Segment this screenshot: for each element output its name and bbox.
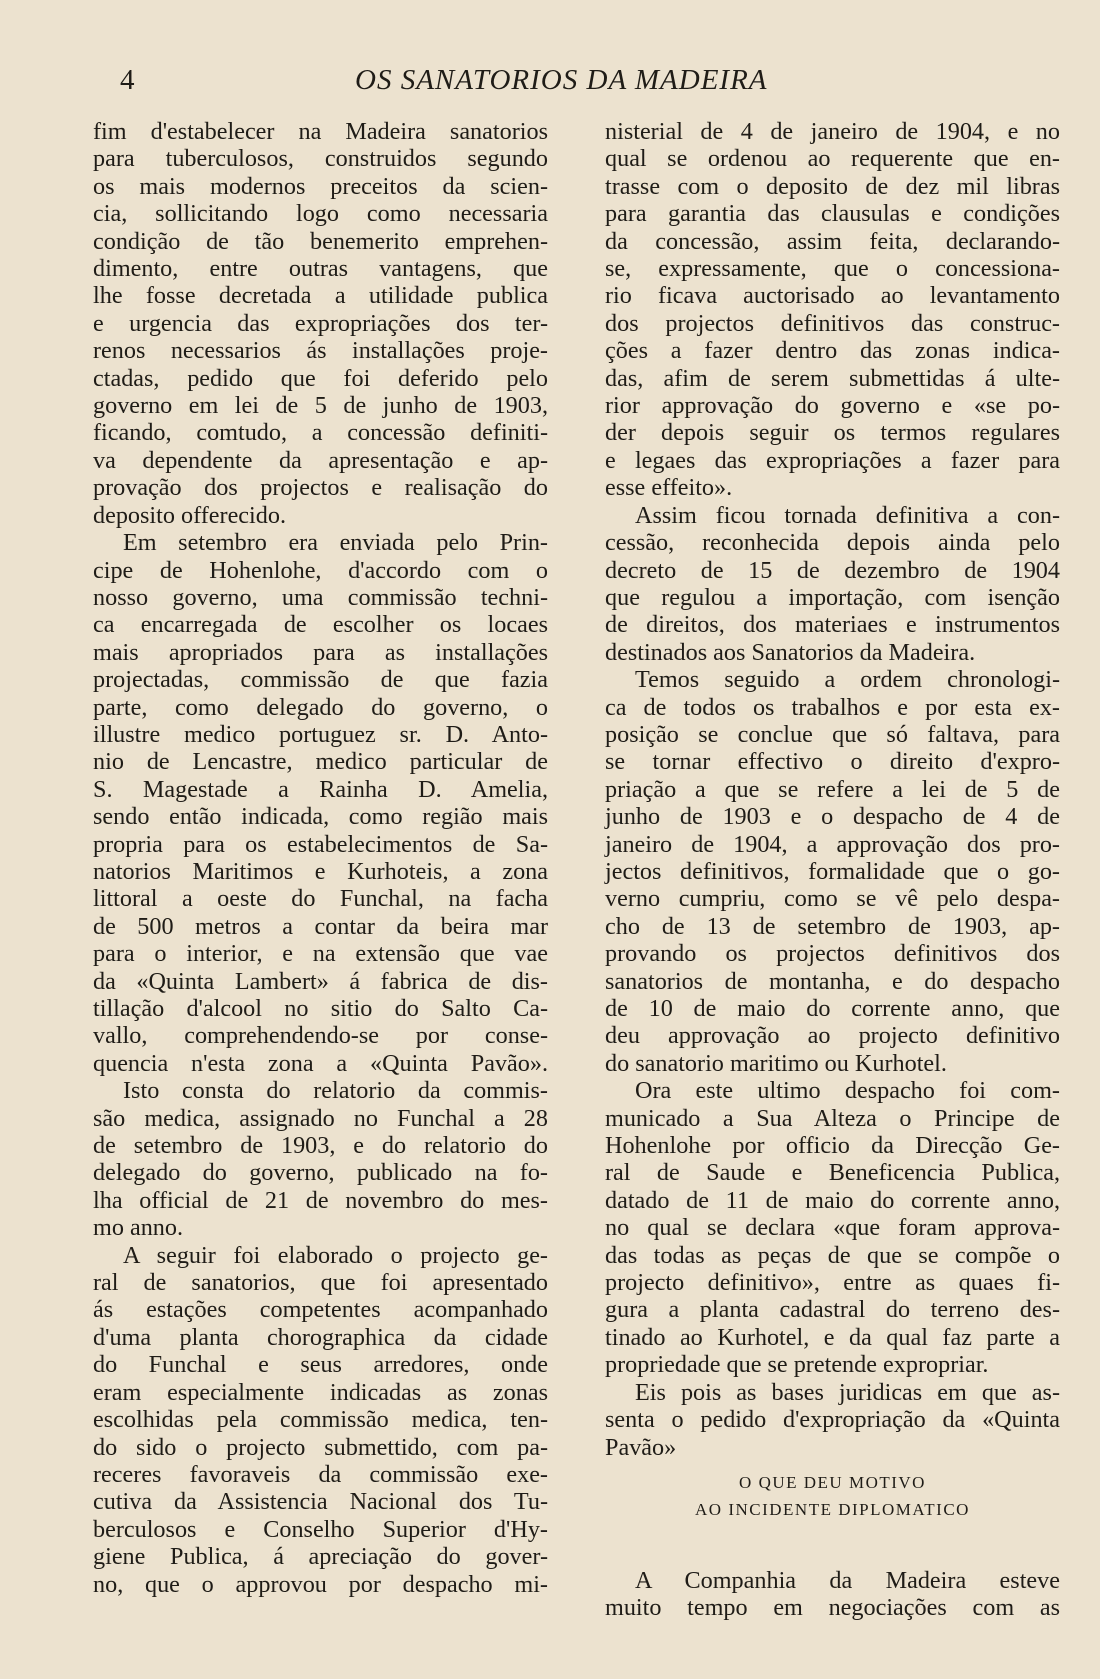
text-line: der depois seguir os termos regulares [605, 419, 1060, 447]
text-line: cho de 13 de setembro de 1903, ap- [605, 912, 1060, 940]
text-line: janeiro de 1904, a approvação dos pro- [605, 830, 1060, 858]
text-line: governo em lei de 5 de junho de 1903, [93, 392, 548, 420]
text-line: os mais modernos preceitos da scien- [93, 172, 548, 200]
text-line: fim d'estabelecer na Madeira sanatorios [93, 118, 548, 145]
text-line: jectos definitivos, formalidade que o go- [605, 857, 1060, 885]
text-line: natorios Maritimos e Kurhoteis, a zona [93, 857, 548, 885]
text-line: municado a Sua Alteza o Principe de [605, 1104, 1060, 1132]
text-line: mo anno. [93, 1214, 184, 1242]
text-line: posição se conclue que só faltava, para [605, 720, 1060, 748]
text-line: lhe fosse decretada a utilidade publica [93, 282, 548, 310]
text-line: de setembro de 1903, e do relatorio do [93, 1132, 548, 1160]
text-line: esse effeito». [605, 474, 733, 502]
text-line: ficando, comtudo, a concessão definiti- [93, 419, 548, 447]
text-line: deu approvação ao projecto definitivo [605, 1022, 1060, 1050]
text-line: provação dos projectos e realisação do [93, 474, 548, 502]
text-line: propriedade que se pretende expropriar. [605, 1351, 989, 1379]
text-line: destinados aos Sanatorios da Madeira. [605, 638, 976, 666]
text-line: qual se ordenou ao requerente que en- [605, 145, 1060, 173]
text-line: do sanatorio maritimo ou Kurhotel. [605, 1049, 947, 1077]
text-line: escolhidas pela commissão medica, ten- [93, 1406, 548, 1434]
text-line: sanatorios de montanha, e do despacho [605, 967, 1060, 995]
text-line: deposito offerecido. [93, 501, 286, 529]
text-line: S. Magestade a Rainha D. Amelia, [93, 775, 548, 803]
text-line: sendo então indicada, como região mais [93, 803, 548, 831]
text-line: A seguir foi elaborado o projecto ge- [123, 1241, 548, 1269]
text-line: de direitos, dos materiaes e instrumentos [605, 611, 1060, 639]
text-line: no qual se declara «que foram approva- [605, 1214, 1060, 1242]
left-column [93, 118, 548, 1598]
text-line: delegado do governo, publicado na fo- [93, 1159, 548, 1187]
text-line: tillação d'alcool no sitio do Salto Ca- [93, 995, 548, 1022]
text-line: berculosos e Conselho Superior d'Hy- [93, 1515, 548, 1543]
text-line: Temos seguido a ordem chronologi- [635, 666, 1060, 694]
text-line: e legaes das expropriações a fazer para [605, 446, 1060, 474]
text-line: nio de Lencastre, medico particular de [93, 748, 548, 776]
text-line: cessão, reconhecida depois ainda pelo [605, 529, 1060, 557]
text-line: de 500 metros a contar da beira mar [93, 912, 548, 940]
text-line: trasse com o deposito de dez mil libras [605, 172, 1060, 200]
text-line: provando os projectos definitivos dos [605, 940, 1060, 968]
running-title: OS SANATORIOS DA MADEIRA [355, 64, 768, 96]
section-heading: O QUE DEU MOTIVO [739, 1472, 926, 1492]
text-line: mais apropriados para as installações [93, 638, 548, 666]
text-line: projecto definitivo», entre as quaes fi- [605, 1269, 1060, 1297]
text-line: Em setembro era enviada pelo Prin- [123, 529, 548, 557]
text-line: ções a fazer dentro das zonas indica- [605, 337, 1060, 365]
text-line: lha official de 21 de novembro do mes- [93, 1186, 548, 1214]
text-line: que regulou a importação, com isenção [605, 583, 1060, 611]
text-line: cutiva da Assistencia Nacional dos Tu- [93, 1488, 548, 1516]
text-line: va dependente da apresentação e ap- [93, 446, 548, 474]
text-line: e urgencia das expropriações dos ter- [93, 309, 548, 337]
text-line: priação a que se refere a lei de 5 de [605, 775, 1060, 803]
text-line: ctadas, pedido que foi deferido pelo [93, 364, 548, 392]
text-line: da «Quinta Lambert» á fabrica de dis- [93, 967, 548, 995]
text-line: A Companhia da Madeira esteve [635, 1566, 1060, 1594]
text-line: ás estações competentes acompanhado [93, 1296, 548, 1324]
text-line: ral de Saude e Beneficencia Publica, [605, 1159, 1060, 1187]
text-line: decreto de 15 de dezembro de 1904 [605, 556, 1060, 584]
text-line: gura a planta cadastral do terreno des- [605, 1296, 1060, 1324]
text-line: se tornar effectivo o direito d'expro- [605, 748, 1060, 776]
text-line: verno cumpriu, como se vê pelo despa- [605, 885, 1060, 913]
text-line: cia, sollicitando logo como necessaria [93, 200, 548, 228]
text-line: littoral a oeste do Funchal, na facha [93, 885, 548, 913]
text-line: da concessão, assim feita, declarando- [605, 227, 1060, 255]
section-heading: AO INCIDENTE DIPLOMATICO [695, 1499, 970, 1519]
text-line: vallo, comprehendendo-se por conse- [93, 1022, 548, 1050]
text-line: ca encarregada de escolher os locaes [93, 611, 548, 639]
text-line: senta o pedido d'expropriação da «Quinta [605, 1406, 1060, 1434]
page-number: 4 [120, 64, 135, 96]
text-line: Assim ficou tornada definitiva a con- [635, 501, 1060, 529]
text-line: para tuberculosos, construidos segundo [93, 145, 548, 173]
text-line: Eis pois as bases juridicas em que as- [635, 1378, 1060, 1406]
text-line: de 10 de maio do corrente anno, que [605, 995, 1060, 1022]
text-line: condição de tão benemerito emprehen- [93, 227, 548, 255]
text-line: cipe de Hohenlohe, d'accordo com o [93, 556, 548, 584]
text-line: quencia n'esta zona a «Quinta Pavão». [93, 1049, 548, 1077]
text-line: dimento, entre outras vantagens, que [93, 255, 548, 283]
text-line: para garantia das clausulas e condições [605, 200, 1060, 228]
text-line: junho de 1903 e o despacho de 4 de [605, 803, 1060, 831]
right-column [605, 118, 1060, 1622]
text-line: do sido o projecto submettido, com pa- [93, 1433, 548, 1461]
text-line: illustre medico portuguez sr. D. Anto- [93, 720, 548, 748]
text-line: eram especialmente indicadas as zonas [93, 1378, 548, 1406]
text-line: se, expressamente, que o concessiona- [605, 255, 1060, 283]
text-line: datado de 11 de maio do corrente anno, [605, 1186, 1060, 1214]
text-line: são medica, assignado no Funchal a 28 [93, 1104, 548, 1132]
text-line: para o interior, e na extensão que vae [93, 940, 548, 968]
text-line: das, afim de serem submettidas á ulte- [605, 364, 1060, 392]
text-line: rior approvação do governo e «se po- [605, 392, 1060, 420]
text-line: giene Publica, á apreciação do gover- [93, 1543, 548, 1571]
text-line: no, que o approvou por despacho mi- [93, 1570, 548, 1598]
text-line: muito tempo em negociações com as [605, 1594, 1060, 1622]
text-line: d'uma planta chorographica da cidade [93, 1323, 548, 1351]
text-line: dos projectos definitivos das construc- [605, 309, 1060, 337]
text-line: ral de sanatorios, que foi apresentado [93, 1269, 548, 1297]
text-line: nisterial de 4 de janeiro de 1904, e no [605, 118, 1060, 145]
text-line: projectadas, commissão de que fazia [93, 666, 548, 694]
text-line: do Funchal e seus arredores, onde [93, 1351, 548, 1379]
text-line: ca de todos os trabalhos e por esta ex- [605, 693, 1060, 721]
text-line: rio ficava auctorisado ao levantamento [605, 282, 1060, 310]
text-line: Isto consta do relatorio da commis- [123, 1077, 548, 1105]
text-line: propria para os estabelecimentos de Sa- [93, 830, 548, 858]
text-line: Pavão» [605, 1433, 677, 1461]
text-line: renos necessarios ás installações proje- [93, 337, 548, 365]
text-line: receres favoraveis da commissão exe- [93, 1460, 548, 1488]
text-line: nosso governo, uma commissão techni- [93, 583, 548, 611]
text-line: tinado ao Kurhotel, e da qual faz parte a [605, 1323, 1060, 1351]
text-line: Hohenlohe por officio da Direcção Ge- [605, 1132, 1060, 1160]
text-line: parte, como delegado do governo, o [93, 693, 548, 721]
text-line: das todas as peças de que se compõe o [605, 1241, 1060, 1269]
text-line: Ora este ultimo despacho foi com- [635, 1077, 1060, 1105]
